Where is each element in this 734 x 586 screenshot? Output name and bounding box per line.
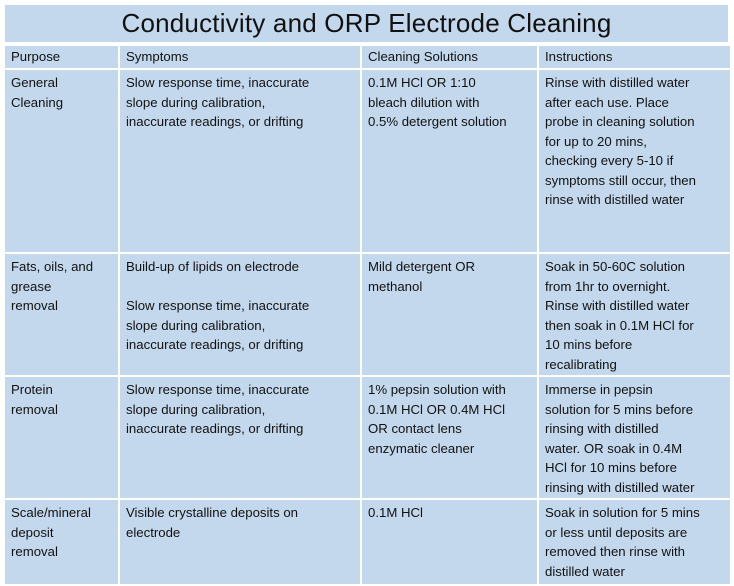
- header-purpose: Purpose: [5, 46, 118, 68]
- solutions-text: Mild detergent OR methanol: [368, 259, 476, 294]
- purpose-cell: [5, 254, 118, 375]
- title-bar: [5, 5, 728, 44]
- purpose-text: General Cleaning: [11, 75, 64, 110]
- symptoms-cell: [120, 377, 360, 498]
- purpose-text: Protein removal: [11, 382, 58, 417]
- instructions-text: Rinse with distilled water after each use. Place probe in cleaning solution for up to 20 mins, checking every 5-10 if symptoms still occur, then rinse with distilled water: [545, 75, 696, 207]
- symptoms-text: Slow response time, inaccurate slope during calibration, inaccurate readings, or drifting: [126, 382, 310, 436]
- purpose-cell: [5, 377, 118, 498]
- purpose-cell: [5, 70, 118, 252]
- table-row: [5, 500, 730, 584]
- symptoms-cell: [120, 500, 360, 584]
- instructions-text: Immerse in pepsin solution for 5 mins before rinsing with distilled water. OR soak in 0.4M HCl for 10 mins before rinsing with distilled water: [545, 382, 695, 495]
- symptoms-text: Build-up of lipids on electrode Slow response time, inaccurate slope during calibration, inaccurate readings, or drifting: [126, 259, 310, 352]
- solutions-cell: [362, 254, 537, 375]
- symptoms-text: Visible crystalline deposits on electrode: [126, 505, 299, 540]
- instructions-cell: [539, 377, 730, 498]
- cleaning-guide-sheet: [5, 5, 728, 580]
- instructions-cell: [539, 500, 730, 584]
- page-title: Conductivity and ORP Electrode Cleaning: [121, 8, 612, 38]
- header-symptoms: Symptoms: [120, 46, 360, 68]
- symptoms-text: Slow response time, inaccurate slope during calibration, inaccurate readings, or drifting: [126, 75, 310, 129]
- instructions-text: Soak in 50-60C solution from 1hr to overnight. Rinse with distilled water then soak in 0.1M HCl for 10 mins before recalibrating: [545, 259, 694, 372]
- solutions-cell: [362, 70, 537, 252]
- symptoms-cell: [120, 254, 360, 375]
- purpose-text: Fats, oils, and grease removal: [11, 259, 94, 313]
- table-row: [5, 377, 730, 498]
- purpose-text: Scale/mineral deposit removal: [11, 505, 91, 559]
- solutions-text: 0.1M HCl OR 1:10 bleach dilution with 0.5% detergent solution: [368, 75, 507, 129]
- instructions-cell: [539, 70, 730, 252]
- table-row: [5, 254, 730, 375]
- solutions-cell: [362, 500, 537, 584]
- cleaning-table: [3, 44, 732, 586]
- header-cleaning-solutions: Cleaning Solutions: [362, 46, 537, 68]
- solutions-text: 0.1M HCl: [368, 505, 423, 520]
- symptoms-cell: [120, 70, 360, 252]
- instructions-text: Soak in solution for 5 mins or less until deposits are removed then rinse with distilled water: [545, 505, 700, 579]
- header-row: [5, 46, 730, 68]
- solutions-text: 1% pepsin solution with 0.1M HCl OR 0.4M HCl OR contact lens enzymatic cleaner: [368, 382, 506, 456]
- solutions-cell: [362, 377, 537, 498]
- instructions-cell: [539, 254, 730, 375]
- purpose-cell: [5, 500, 118, 584]
- table-row: [5, 70, 730, 252]
- header-instructions: Instructions: [539, 46, 730, 68]
